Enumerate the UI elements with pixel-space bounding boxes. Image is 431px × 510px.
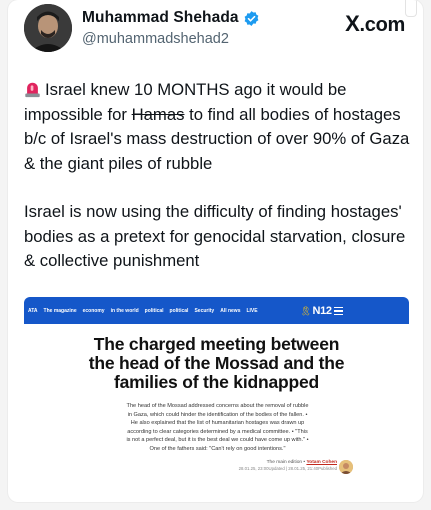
- avatar-photo: [24, 4, 72, 52]
- author-photo-graphic: [339, 460, 353, 474]
- article-screenshot[interactable]: [24, 297, 409, 502]
- summary-line: according to clear categories determined by a medical committee. • "This: [127, 428, 308, 435]
- author-name[interactable]: Muhammad Shehada: [82, 9, 239, 26]
- yellow-ribbon-icon: 🎗: [300, 305, 312, 316]
- summary-line: is not a perfect deal, but it is the best deal we could have come up with." •: [126, 437, 309, 443]
- nav-item: The magazine: [43, 307, 77, 314]
- n12-logo-text: N12: [312, 305, 332, 317]
- nav-item: LIVE: [246, 307, 258, 314]
- author-name-row: [82, 9, 260, 27]
- author-photo: [339, 460, 353, 474]
- n12-logo: [300, 305, 343, 317]
- byline-prefix: The main edition •: [266, 460, 307, 465]
- article-byline: [239, 459, 337, 472]
- nav-item: political: [144, 307, 164, 314]
- domain-suffix: .com: [359, 14, 405, 36]
- summary-line: He also explained that the list of humanitarian hostages was drawn up: [130, 420, 305, 426]
- nav-item: ATA: [28, 307, 38, 314]
- police-siren-icon: [24, 80, 41, 98]
- x-logo-icon: X: [345, 11, 360, 36]
- tweet-paragraph-1: [24, 78, 414, 176]
- nav-item: All news: [220, 307, 241, 314]
- tweet-text: [24, 78, 414, 274]
- struck-word: Hamas: [131, 104, 185, 124]
- paragraph-1-start: Israel knew 10 MONTHS ago it would be impossible for: [24, 80, 347, 124]
- article-headline: [24, 335, 409, 392]
- verified-badge-icon: [243, 10, 260, 27]
- tweet-paragraph-2: Israel is now using the difficulty of finding hostages' bodies as a pretext for genocidal starvation, closure & collective punishment: [24, 202, 406, 270]
- paragraph-1-end: to find all bodies of hostages b/c of Israel's mass destruction of over 90% of Gaza & the giant piles of rubble: [24, 104, 410, 173]
- headline-line: families of the kidnapped: [113, 372, 320, 392]
- avatar[interactable]: [24, 4, 72, 52]
- headline-line: The charged meeting between: [93, 334, 340, 354]
- nav-item: in the world: [110, 307, 139, 314]
- byline: [239, 459, 337, 466]
- headline-line: the head of the Mossad and the: [88, 353, 345, 373]
- article-dates: 28.01.25, 23:00Updated | 28.01.25, 21:40Published: [238, 466, 337, 471]
- byline-author[interactable]: Yotam Cohen: [306, 460, 337, 465]
- nav-item: political: [169, 307, 189, 314]
- menu-lines-icon: [334, 307, 343, 316]
- nav-item: Security: [194, 307, 215, 314]
- author-handle[interactable]: @muhammadshehad2: [82, 31, 229, 47]
- article-navbar: [24, 297, 409, 324]
- x-com-watermark: [345, 11, 405, 37]
- nav-item: economy: [82, 307, 105, 314]
- article-summary: [52, 402, 383, 453]
- corner-tab: [405, 0, 417, 17]
- summary-line: One of the fathers said: "Can't rely on good intentions.": [149, 445, 286, 452]
- summary-line: in Gaza, which could hinder the identification of the bodies of the fallen. •: [127, 411, 308, 418]
- tweet-card: [8, 0, 423, 502]
- summary-line: The head of the Mossad addressed concerns about the removal of rubble: [126, 403, 309, 409]
